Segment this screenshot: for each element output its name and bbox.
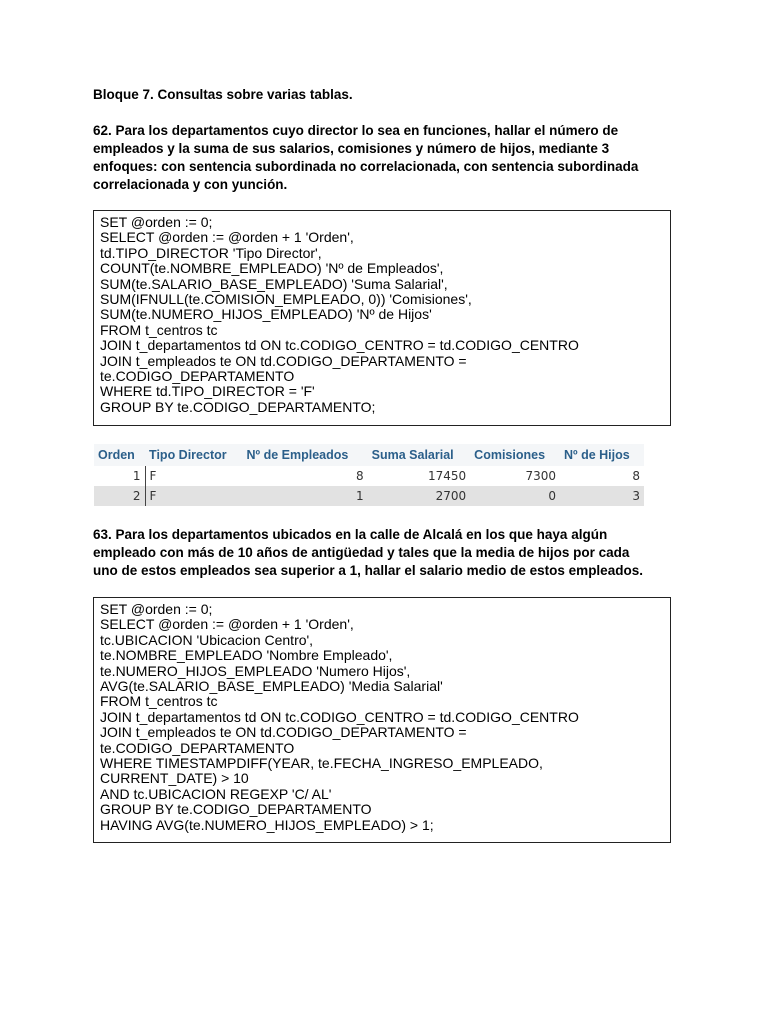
table-cell: 8 (356, 469, 364, 483)
code-line: JOIN t_empleados te ON td.CODIGO_DEPARTAMENTO = (100, 724, 467, 741)
question-62-line: enfoques: con sentencia subordinada no correlacionada, con sentencia subordinada (93, 159, 639, 174)
table-row (94, 486, 644, 506)
column-header-orden[interactable]: Orden (94, 444, 145, 466)
question-63 (93, 526, 683, 580)
code-line: GROUP BY te.CODIGO_DEPARTAMENTO (100, 801, 372, 818)
code-line: JOIN t_empleados te ON td.CODIGO_DEPARTAMENTO = (100, 352, 467, 369)
question-63-line: empleado con más de 10 años de antigüedad y tales que la media de hijos por cada (93, 545, 630, 560)
code-block-62 (93, 210, 671, 426)
result-table (94, 444, 644, 506)
question-63-line: uno de estos empleados sea superior a 1, hallar el salario medio de estos empleados. (93, 563, 643, 578)
column-header-tipo-director[interactable]: Tipo Director (145, 444, 242, 466)
code-line: GROUP BY te.CODIGO_DEPARTAMENTO; (100, 398, 376, 415)
column-header-suma-salarial[interactable]: Suma Salarial (368, 444, 471, 466)
code-line: HAVING AVG(te.NUMERO_HIJOS_EMPLEADO) > 1; (100, 816, 434, 833)
table-cell: 0 (470, 486, 560, 506)
table-row (94, 466, 644, 486)
table-cell: 17450 (427, 469, 467, 483)
code-line: JOIN t_departamentos td ON tc.CODIGO_CENTRO = td.CODIGO_CENTRO (100, 337, 579, 354)
code-line: te.CODIGO_DEPARTAMENTO (100, 739, 295, 756)
code-line: FROM t_centros tc (100, 321, 218, 338)
table-cell: 2 (94, 486, 145, 506)
code-line: FROM t_centros tc (100, 693, 218, 710)
code-line: WHERE td.TIPO_DIRECTOR = 'F' (100, 383, 315, 400)
code-line: AND tc.UBICACION REGEXP 'C/ AL' (100, 785, 332, 802)
code-line: SET @orden := 0; (100, 214, 213, 230)
code-line: te.CODIGO_DEPARTAMENTO (100, 368, 295, 385)
question-62-line: empleados y la suma de sus salarios, comisiones y número de hijos, mediante 3 (93, 141, 610, 156)
column-header-hijos[interactable]: Nº de Hijos (560, 444, 644, 466)
code-line: SELECT @orden := @orden + 1 'Orden', (100, 229, 354, 246)
code-line: COUNT(te.NOMBRE_EMPLEADO) 'Nº de Empleados', (100, 260, 444, 277)
code-line: JOIN t_departamentos td ON tc.CODIGO_CENTRO = td.CODIGO_CENTRO (100, 708, 579, 725)
table-cell: F (145, 486, 242, 506)
column-header-comisiones[interactable]: Comisiones (470, 444, 560, 466)
question-62 (93, 122, 683, 194)
code-line: te.NUMERO_HIJOS_EMPLEADO 'Numero Hijos', (100, 662, 411, 679)
section-heading: Bloque 7. Consultas sobre varias tablas. (93, 87, 353, 102)
table-cell: 1 (94, 466, 145, 486)
question-63-line: 63. Para los departamentos ubicados en la calle de Alcalá en los que haya algún (93, 527, 608, 542)
code-line: SET @orden := 0; (100, 601, 213, 617)
table-cell: F (149, 469, 157, 483)
code-line: te.NOMBRE_EMPLEADO 'Nombre Empleado', (100, 647, 393, 664)
table-cell: 8 (632, 469, 640, 483)
code-line: WHERE TIMESTAMPDIFF(YEAR, te.FECHA_INGRESO_EMPLEADO, (100, 755, 543, 772)
code-line: tc.UBICACION 'Ubicacion Centro', (100, 631, 314, 648)
code-block-63 (93, 597, 671, 843)
code-line: SUM(te.NUMERO_HIJOS_EMPLEADO) 'Nº de Hijos' (100, 306, 432, 323)
table-cell: 3 (560, 486, 644, 506)
table-cell: 2700 (368, 486, 471, 506)
code-line: td.TIPO_DIRECTOR 'Tipo Director', (100, 244, 322, 261)
code-line: AVG(te.SALARIO_BASE_EMPLEADO) 'Media Salarial' (100, 678, 443, 695)
code-line: SELECT @orden := @orden + 1 'Orden', (100, 616, 354, 633)
table-cell: 1 (243, 486, 368, 506)
question-62-line: correlacionada y con yunción. (93, 177, 288, 192)
code-line: SUM(IFNULL(te.COMISION_EMPLEADO, 0)) 'Comisiones', (100, 291, 472, 308)
question-62-line: 62. Para los departamentos cuyo director lo sea en funciones, hallar el número de (93, 123, 619, 138)
table-cell: 7300 (525, 469, 557, 483)
table-header-row (94, 444, 644, 466)
code-line: SUM(te.SALARIO_BASE_EMPLEADO) 'Suma Salarial', (100, 275, 448, 292)
code-line: CURRENT_DATE) > 10 (100, 770, 249, 787)
column-header-empleados[interactable]: Nº de Empleados (243, 444, 368, 466)
